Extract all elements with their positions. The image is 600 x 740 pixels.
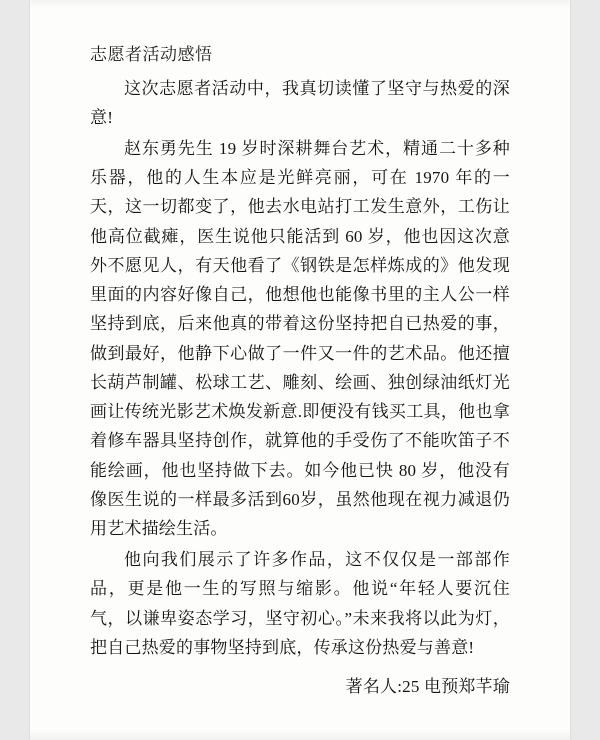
document-page xyxy=(30,0,570,740)
page-bottom-edge xyxy=(30,730,570,740)
paragraph-2: 赵东勇先生 19 岁时深耕舞台艺术，精通二十多种乐器，他的人生本应是光鲜亮丽，可在 1970 年的一天，这一切都变了，他去水电站打工发生意外，工伤让他高位截瘫，医生说他只能活到 60 岁，他也因这次意外不愿见人，有天他看了《钢铁是怎样炼成的》他发现里面的内容好像自己，他想他也能像书里的主人公一样坚持到底，后来他真的带着这份坚持把自已热爱的事，做到最好，他静下心做了一件又一件的艺术品。他还擅长葫芦制罐、松球工艺、雕刻、绘画、独创绿油纸灯光画让传统光影艺术焕发新意.即便没有钱买工具，他也拿着修车器具坚持创作，就算他的手受伤了不能吹笛子不能绘画，他也坚持做下去。如今他已快 80 岁，他没有像医生说的一样最多活到60岁，虽然他现在视力减退仍用艺术描绘生活。 xyxy=(90,138,510,539)
paragraph-1: 这次志愿者活动中，我真切读懂了坚守与热爱的深意! xyxy=(90,78,510,127)
page-left-margin-area xyxy=(0,0,30,740)
paragraph-3: 他向我们展示了许多作品，这不仅仅是一部部作品，更是他一生的写照与缩影。他说“年轻人要沉住气，以谦卑姿态学习，坚守初心。”未来我将以此为灯，把自己热爱的事物坚持到底，传承这份热爱与善意! xyxy=(90,550,510,657)
document-signature: 著名人:25 电预郑芊瑜 xyxy=(345,677,510,697)
page-right-margin-area xyxy=(570,0,600,740)
page-top-edge xyxy=(30,0,570,8)
document-body xyxy=(90,42,510,701)
document-title: 志愿者活动感悟 xyxy=(90,45,213,64)
